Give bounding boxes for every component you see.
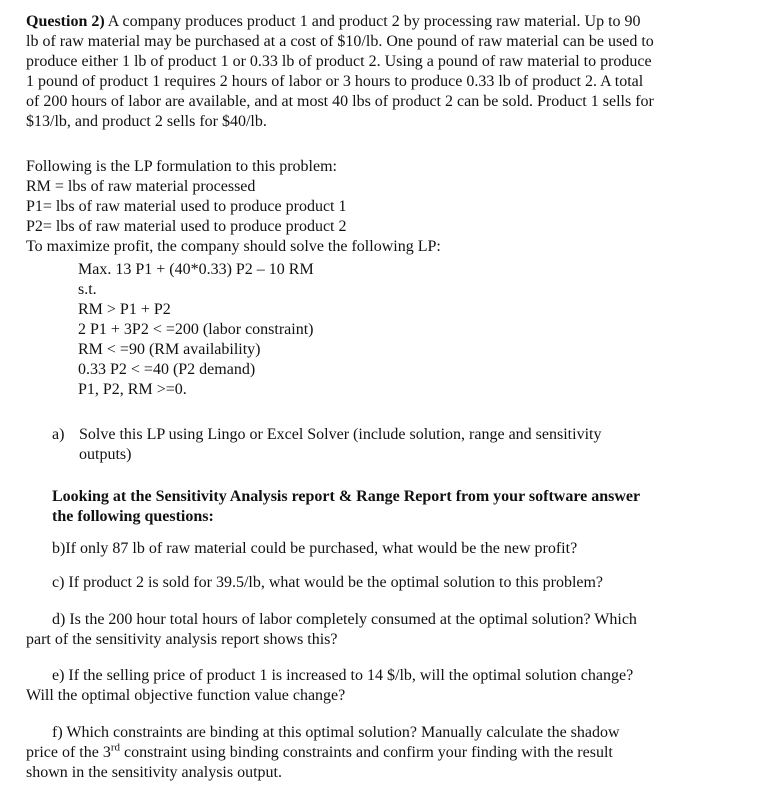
part-a-label: a) xyxy=(52,426,65,443)
question-f-line-2-end: constraint using binding constraints and confirm your finding with the result xyxy=(120,744,613,761)
formulation-line-1: Following is the LP formulation to this problem: xyxy=(26,158,337,175)
formulation-line-3: P1= lbs of raw material used to produce product 1 xyxy=(26,198,347,215)
intro-line-1: A company produces product 1 and product 2 by processing raw material. Up to 90 xyxy=(104,13,641,30)
question-c: c) If product 2 is sold for 39.5/lb, what would be the optimal solution to this problem? xyxy=(52,574,604,591)
question-intro xyxy=(26,12,736,132)
lp-constraint-2: 2 P1 + 3P2 < =200 (labor constraint) xyxy=(78,321,314,338)
question-e xyxy=(26,666,726,706)
heading-line-2: the following questions: xyxy=(52,508,214,525)
part-a-line-1: Solve this LP using Lingo or Excel Solver (include solution, range and sensitivity xyxy=(79,426,602,443)
lp-model xyxy=(78,260,678,400)
question-d-line-2: part of the sensitivity analysis report shows this? xyxy=(26,631,338,648)
lp-nonnegativity: P1, P2, RM >=0. xyxy=(78,381,187,398)
sensitivity-heading xyxy=(52,487,742,527)
question-e-line-1: e) If the selling price of product 1 is increased to 14 $/lb, will the optimal solution change? xyxy=(52,667,634,684)
formulation-block xyxy=(26,157,736,257)
part-a-line-2: outputs) xyxy=(79,446,132,463)
intro-line-4: 1 pound of product 1 requires 2 hours of labor or 3 hours to produce 0.33 lb of product 2. A total xyxy=(26,73,644,90)
formulation-line-2: RM = lbs of raw material processed xyxy=(26,178,256,195)
lp-objective: Max. 13 P1 + (40*0.33) P2 – 10 RM xyxy=(78,261,314,278)
question-f-line-3: shown in the sensitivity analysis output. xyxy=(26,764,282,781)
ordinal-superscript: rd xyxy=(110,741,121,754)
intro-line-3: produce either 1 lb of product 1 or 0.33 lb of product 2. Using a pound of raw material to produce xyxy=(26,53,652,70)
part-a-text xyxy=(79,425,709,465)
question-label: Question 2) xyxy=(26,13,105,30)
question-e-line-2: Will the optimal objective function value change? xyxy=(26,687,346,704)
lp-constraint-4: 0.33 P2 < =40 (P2 demand) xyxy=(78,361,256,378)
formulation-line-4: P2= lbs of raw material used to produce product 2 xyxy=(26,218,347,235)
question-b: b)If only 87 lb of raw material could be purchased, what would be the new profit? xyxy=(52,540,578,557)
question-f-line-2-start: price of the 3 xyxy=(26,744,111,761)
intro-line-5: of 200 hours of labor are available, and at most 40 lbs of product 2 can be sold. Product 1 sells for xyxy=(26,93,654,110)
question-d-line-1: d) Is the 200 hour total hours of labor completely consumed at the optimal solution? Which xyxy=(52,611,637,628)
question-d xyxy=(26,610,726,650)
lp-constraint-3: RM < =90 (RM availability) xyxy=(78,341,261,358)
lp-constraint-1: RM > P1 + P2 xyxy=(78,301,171,318)
question-f-line-1: f) Which constraints are binding at this optimal solution? Manually calculate the shadow xyxy=(52,724,620,741)
intro-line-2: lb of raw material may be purchased at a cost of $10/lb. One pound of raw material can be used to xyxy=(26,33,654,50)
question-f-line-2 xyxy=(26,743,726,763)
formulation-line-5: To maximize profit, the company should solve the following LP: xyxy=(26,238,441,255)
heading-line-1: Looking at the Sensitivity Analysis report & Range Report from your software answer xyxy=(52,488,641,505)
lp-subject-to: s.t. xyxy=(78,281,97,298)
intro-line-6: $13/lb, and product 2 sells for $40/lb. xyxy=(26,113,267,130)
question-f xyxy=(26,723,726,783)
